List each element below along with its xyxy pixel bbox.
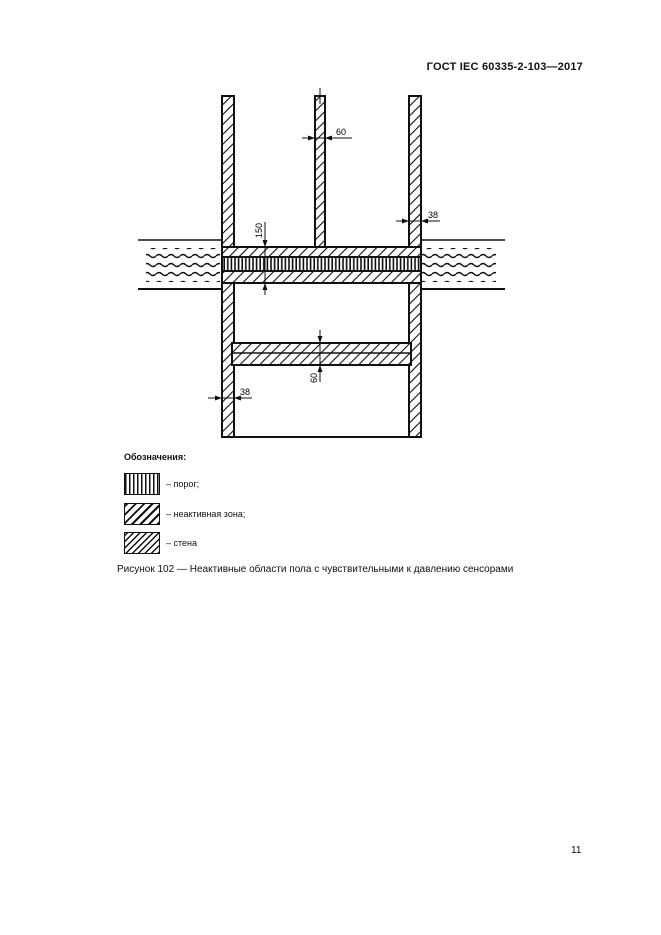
document-header: ГОСТ IEC 60335-2-103—2017 — [426, 61, 583, 73]
legend-label: – неактивная зона; — [166, 509, 246, 519]
wall-region-right — [420, 240, 505, 289]
svg-text:38: 38 — [428, 210, 439, 220]
inactive-zone-swatch — [124, 503, 160, 525]
legend-item-inactive-zone — [124, 503, 245, 525]
inactive-zone-middle — [232, 343, 411, 365]
legend-label: – порог; — [166, 479, 200, 489]
wall-swatch — [124, 532, 160, 554]
threshold — [222, 257, 421, 271]
svg-text:60: 60 — [336, 127, 347, 137]
inactive-zone-partition — [315, 96, 325, 247]
inactive-zone-lower-band — [222, 271, 421, 283]
legend-item-threshold — [124, 473, 199, 495]
wall-region-left — [138, 240, 222, 289]
page-number: 11 — [571, 845, 582, 856]
legend-label: – стена — [166, 538, 198, 548]
threshold-swatch — [124, 473, 160, 495]
legend-item-wall — [124, 532, 197, 554]
figure-caption: Рисунок 102 — Неактивные области пола с чувствительными к давлению сенсорами — [117, 564, 514, 575]
legend-title: Обозначения: — [124, 452, 187, 462]
svg-text:38: 38 — [240, 387, 251, 397]
svg-text:60: 60 — [309, 372, 319, 383]
inactive-zone-upper-band — [222, 247, 421, 257]
svg-text:150: 150 — [254, 222, 264, 238]
dimension-partition-width — [302, 127, 352, 141]
